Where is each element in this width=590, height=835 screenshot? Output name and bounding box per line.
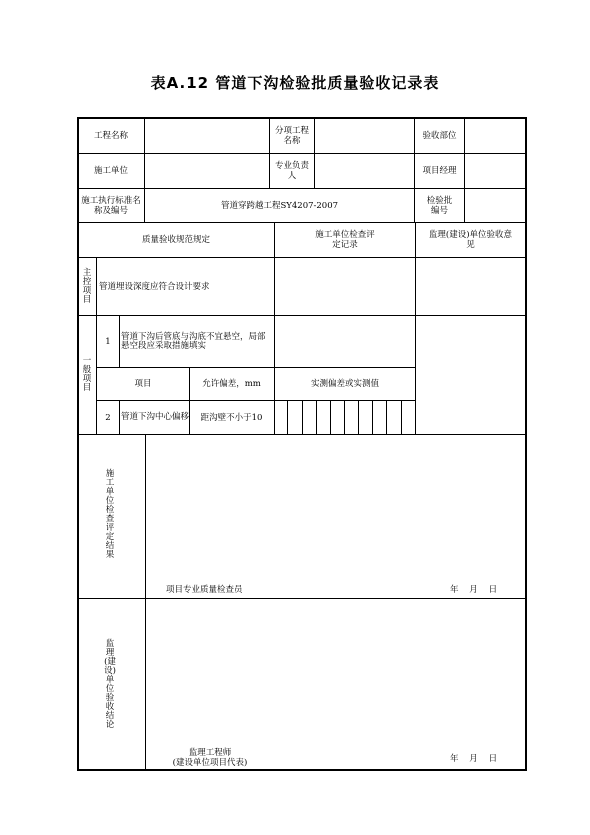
- general-items-opinion[interactable]: [416, 316, 525, 434]
- standard-label: 施工执行标准名称及编号: [81, 195, 141, 216]
- general-item-1-text: 管道下沟后管底与沟底不宜悬空，局部悬空段应采取措施填实: [121, 331, 266, 351]
- subitem-label: 分项工程名称: [274, 125, 309, 146]
- measured-values-cells[interactable]: [275, 401, 415, 434]
- spec-column-header: 质量验收规范规定: [141, 235, 210, 245]
- general-item-2-text: 管道下沟中心偏移: [121, 412, 190, 422]
- project-manager-label: 项目经理: [422, 166, 457, 176]
- acceptance-part-value[interactable]: [465, 118, 525, 153]
- general-item-1-check[interactable]: [275, 316, 415, 367]
- professional-lead-value[interactable]: [315, 154, 414, 188]
- general-item-1-no: 1: [105, 336, 111, 347]
- construction-result-signer: 项目专业质量检查员: [166, 585, 243, 595]
- batch-no-label: 检验批编号: [426, 195, 453, 216]
- form-title: 表A.12 管道下沟检验批质量验收记录表: [150, 74, 440, 92]
- construction-result-label: 施工单位检查评定结果: [105, 469, 115, 560]
- project-manager-value[interactable]: [465, 154, 525, 188]
- main-control-check[interactable]: [275, 258, 415, 315]
- construction-result-area[interactable]: [148, 436, 524, 598]
- subitem-value[interactable]: [315, 118, 414, 153]
- general-item-2-no: 2: [105, 412, 111, 423]
- supervision-conclusion-area[interactable]: [148, 600, 524, 768]
- main-control-item: 管道埋设深度应符合设计要求: [99, 281, 210, 292]
- acceptance-part-label: 验收部位: [422, 130, 457, 141]
- grid-line: [119, 315, 120, 367]
- item-header: 项目: [134, 379, 152, 389]
- supervision-signer-line1: 监理工程师: [188, 748, 232, 758]
- main-control-opinion[interactable]: [416, 258, 525, 315]
- general-item-2-tolerance: 距沟壁不小于10: [200, 412, 263, 423]
- construction-unit-label: 施工单位: [93, 166, 128, 176]
- tolerance-header: 允许偏差，mm: [202, 379, 261, 389]
- standard-value[interactable]: 管道穿跨越工程SY4207-2007: [220, 200, 339, 211]
- construction-result-date: 年 月 日: [450, 585, 498, 595]
- grid-line: [119, 400, 120, 434]
- batch-no-value[interactable]: [465, 189, 525, 222]
- professional-lead-label: 专业负责人: [274, 161, 309, 181]
- project-name-label: 工程名称: [93, 130, 128, 141]
- supervision-signer-line2: (建设单位项目代表): [172, 758, 248, 768]
- construction-unit-value[interactable]: [145, 154, 269, 188]
- project-name-value[interactable]: [145, 118, 269, 153]
- main-control-label: 主控项目: [82, 267, 92, 305]
- measured-header: 实测偏差或实测值: [310, 379, 379, 389]
- general-items-label: 一般项目: [82, 356, 92, 393]
- grid-line: [525, 117, 527, 771]
- supervision-conclusion-date: 年 月 日: [450, 754, 498, 764]
- supervision-opinion-column-header: 监理(建设)单位验收意见: [428, 230, 513, 250]
- supervision-conclusion-label: 监理(建设)单位验收结论: [104, 639, 116, 730]
- construction-check-column-header: 施工单位检查评定记录: [315, 230, 375, 250]
- grid-line: [145, 434, 146, 770]
